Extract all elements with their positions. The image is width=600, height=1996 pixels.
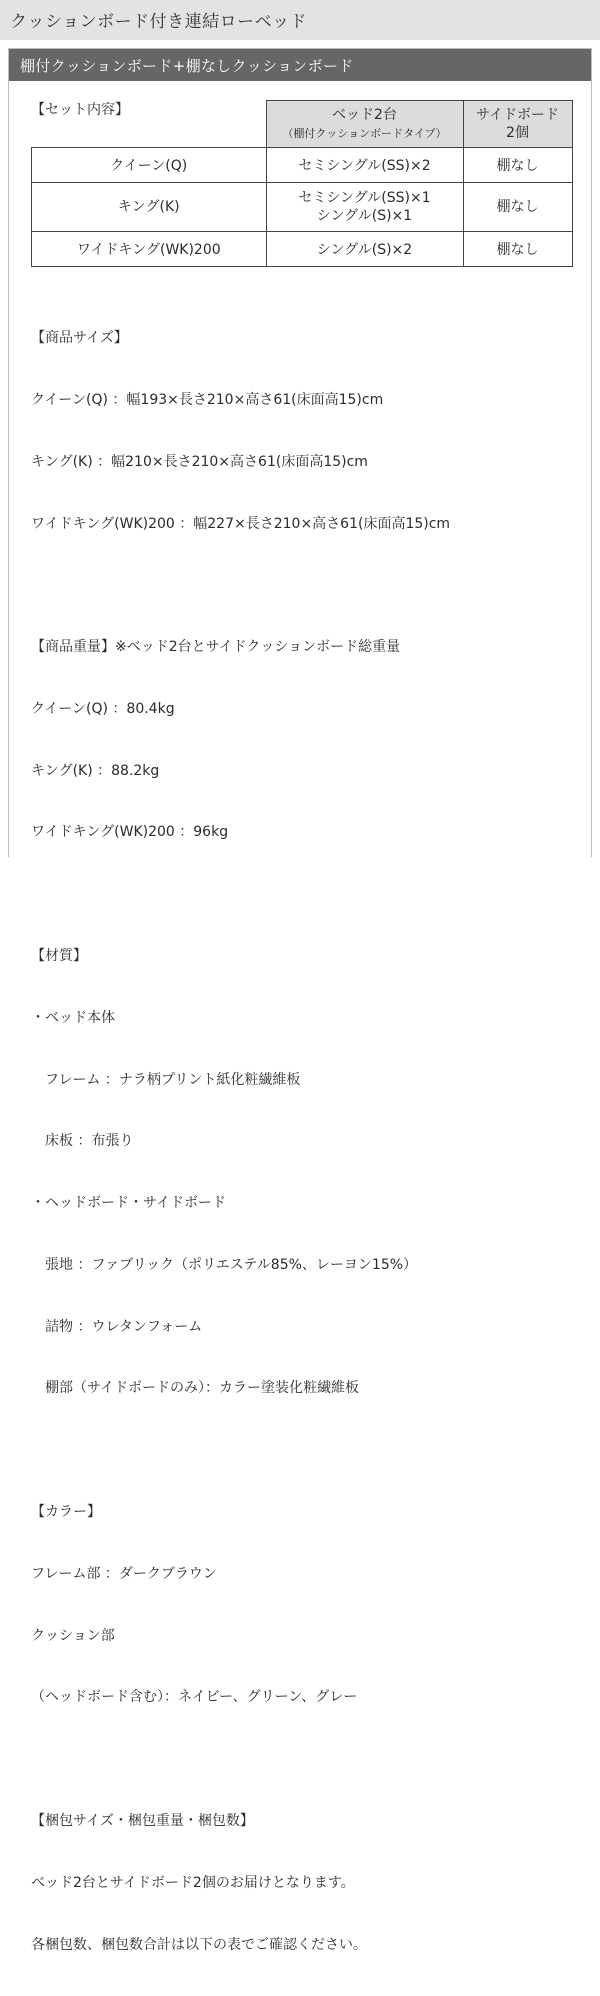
material-line: 張地 ：ファブリック（ポリエステル85%、レーヨン15%） bbox=[31, 1256, 418, 1273]
set-contents-table bbox=[31, 100, 573, 267]
set-contents-label: 【セット内容】 bbox=[31, 102, 129, 118]
row-side: 棚なし bbox=[463, 183, 572, 232]
weight-heading: 【商品重量】※ベッド2台とサイドクッションボード総重量 bbox=[31, 639, 401, 656]
col-header-bed: ベッド2台 （棚付クッションボードタイプ） bbox=[266, 101, 463, 148]
material-line: フレーム ：ナラ柄プリント紙化粧繊維板 bbox=[31, 1071, 301, 1088]
row-side: 棚なし bbox=[463, 148, 572, 183]
color-line: クッション部 bbox=[31, 1627, 115, 1644]
spec-panel bbox=[8, 48, 592, 1953]
material-line: ・ヘッドボード・サイドボード bbox=[31, 1195, 227, 1212]
weight-line: ワイドキング(WK)200 ：96kg bbox=[31, 824, 229, 841]
material-line: 床板 ：布張り bbox=[31, 1133, 134, 1150]
section-header: 棚付クッションボード+棚なしクッションボード bbox=[9, 49, 591, 81]
material-line: 詰物 ：ウレタンフォーム bbox=[31, 1318, 203, 1335]
table-row bbox=[32, 148, 573, 183]
weight-line: キング(K) ：88.2kg bbox=[31, 762, 160, 779]
table-row bbox=[32, 232, 573, 267]
col-header-sideboard: サイドボード 2個 bbox=[463, 101, 572, 148]
row-side: 棚なし bbox=[463, 232, 572, 267]
row-bed: セミシングル(SS)×1 シングル(S)×1 bbox=[266, 183, 463, 232]
row-size: クイーン(Q) bbox=[32, 148, 267, 183]
row-size: キング(K) bbox=[32, 183, 267, 232]
table-row bbox=[32, 183, 573, 232]
row-bed: シングル(S)×2 bbox=[266, 232, 463, 267]
package-heading: 【梱包サイズ・梱包重量・梱包数】 bbox=[31, 1812, 254, 1829]
size-heading: 【商品サイズ】 bbox=[31, 330, 128, 347]
size-line: キング(K) ：幅210×長さ210×高さ61(床面高15)cm bbox=[31, 453, 368, 470]
material-line: ・ベッド本体 bbox=[31, 1009, 115, 1026]
page-title: クッションボード付き連結ローベッド bbox=[0, 0, 600, 40]
color-line: フレーム部 ：ダークブラウン bbox=[31, 1565, 217, 1582]
package-line: 各梱包数、梱包数合計は以下の表でご確認ください。 bbox=[31, 1936, 367, 1953]
color-heading: 【カラー】 bbox=[31, 1504, 101, 1521]
size-line: ワイドキング(WK)200 ：幅227×長さ210×高さ61(床面高15)cm bbox=[31, 515, 451, 532]
weight-line: クイーン(Q) ：80.4kg bbox=[31, 700, 175, 717]
spec-text bbox=[31, 287, 450, 1996]
material-heading: 【材質】 bbox=[31, 948, 87, 964]
size-line: クイーン(Q) ：幅193×長さ210×高さ61(床面高15)cm bbox=[31, 391, 384, 408]
table-corner bbox=[32, 101, 267, 148]
package-line: ベッド2台とサイドボード2個のお届けとなります。 bbox=[31, 1874, 355, 1891]
color-line: （ヘッドボード含む）：ネイビー、グリーン、グレー bbox=[31, 1689, 358, 1706]
material-line: 棚部（サイドボードのみ）：カラー塗装化粧繊維板 bbox=[31, 1380, 360, 1397]
row-size: ワイドキング(WK)200 bbox=[32, 232, 267, 267]
row-bed: セミシングル(SS)×2 bbox=[266, 148, 463, 183]
